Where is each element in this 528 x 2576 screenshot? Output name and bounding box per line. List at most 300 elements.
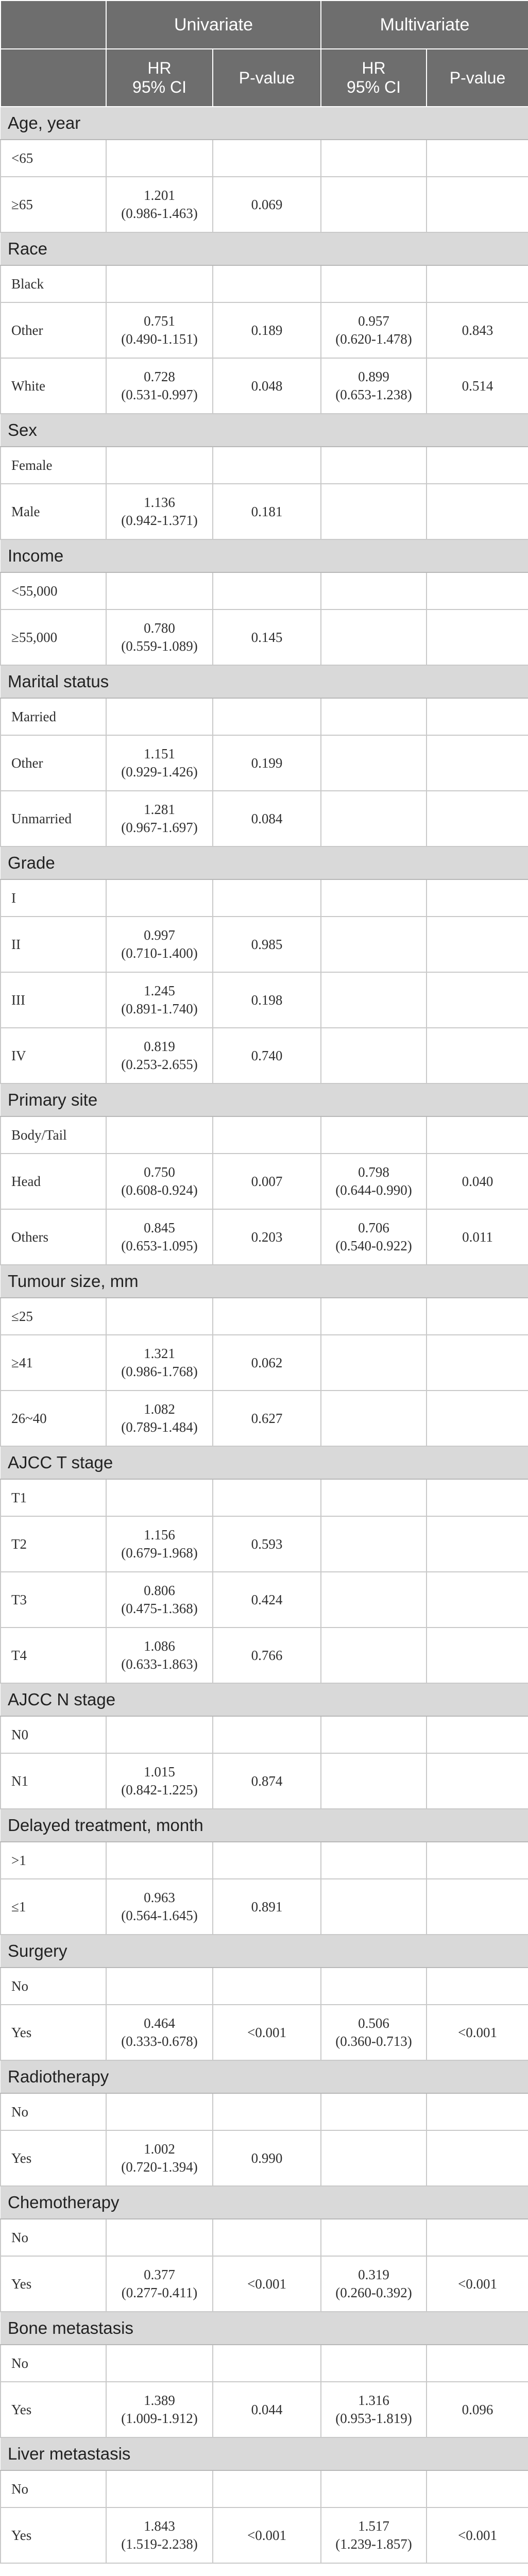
uni-hr-cell — [106, 2345, 213, 2382]
uni-p-cell: 0.740 — [213, 1028, 321, 1083]
multi-hr-cell — [321, 1335, 427, 1391]
hr-value: 1.156 — [144, 1527, 175, 1543]
table-row — [1, 879, 528, 917]
uni-hr-cell — [106, 1209, 213, 1265]
ci-value: (0.360-0.713) — [335, 2033, 412, 2049]
hr-value: 1.002 — [144, 2141, 175, 2157]
multi-hr-cell — [321, 140, 427, 177]
multi-p-cell — [427, 1335, 528, 1391]
group-row — [1, 665, 528, 698]
uni-hr-cell — [106, 1116, 213, 1154]
ci-value: (0.929-1.426) — [121, 764, 198, 779]
table-row — [1, 1572, 528, 1628]
multi-p-cell — [427, 698, 528, 735]
table-row — [1, 177, 528, 232]
level-label: Others — [1, 1209, 106, 1265]
ci-value: (0.986-1.463) — [121, 206, 198, 221]
ci-value: (0.260-0.392) — [335, 2285, 412, 2300]
uni-hr-cell — [106, 1479, 213, 1516]
uni-p-cell: 0.985 — [213, 917, 321, 972]
multi-hr-cell — [321, 2382, 427, 2437]
multi-p-cell — [427, 2345, 528, 2382]
uni-p-cell — [213, 2345, 321, 2382]
table-row — [1, 1879, 528, 1935]
ci-value: (0.564-1.645) — [121, 1908, 198, 1923]
hr-value: 1.015 — [144, 1764, 175, 1780]
multi-p-cell — [427, 2093, 528, 2130]
multi-hr-cell — [321, 358, 427, 414]
level-label: Other — [1, 735, 106, 791]
ci-value: (0.720-1.394) — [121, 2159, 198, 2175]
multi-hr-cell — [321, 735, 427, 791]
multi-hr-cell — [321, 1209, 427, 1265]
group-title: Delayed treatment, month — [1, 1809, 528, 1842]
multi-hr-cell — [321, 1154, 427, 1209]
multi-hr-cell — [321, 1879, 427, 1935]
hr-value: 1.316 — [358, 2393, 389, 2409]
uni-p-cell: 0.990 — [213, 2130, 321, 2186]
table-row — [1, 572, 528, 609]
hr-value: 1.843 — [144, 2518, 175, 2534]
uni-hr-cell — [106, 1968, 213, 2005]
multi-hr-cell — [321, 2470, 427, 2507]
uni-p-cell: 0.048 — [213, 358, 321, 414]
level-label: Married — [1, 698, 106, 735]
table-row — [1, 1968, 528, 2005]
uni-hr-cell — [106, 1298, 213, 1335]
hr-value: 1.517 — [358, 2518, 389, 2534]
hr-value: 0.806 — [144, 1583, 175, 1599]
table-row — [1, 1028, 528, 1083]
ci-value: (0.608-0.924) — [121, 1182, 198, 1198]
uni-p-cell — [213, 1298, 321, 1335]
table-row — [1, 447, 528, 484]
ci-value: (0.559-1.089) — [121, 638, 198, 654]
uni-hr-cell — [106, 572, 213, 609]
multi-p-cell — [427, 1842, 528, 1879]
level-label: N0 — [1, 1716, 106, 1753]
ci-value: (0.891-1.740) — [121, 1001, 198, 1016]
multi-p-cell — [427, 972, 528, 1028]
uni-hr-cell — [106, 1516, 213, 1572]
hr-value: 0.963 — [144, 1890, 175, 1906]
uni-hr-cell — [106, 484, 213, 539]
table-row — [1, 1209, 528, 1265]
table-row — [1, 302, 528, 358]
level-label: N1 — [1, 1753, 106, 1809]
multi-hr-cell — [321, 2130, 427, 2186]
hr-value: 1.136 — [144, 495, 175, 511]
group-title: Tumour size, mm — [1, 1265, 528, 1298]
hr-value: 0.750 — [144, 1164, 175, 1180]
group-row — [1, 2312, 528, 2345]
multi-p-cell — [427, 879, 528, 917]
level-label: Head — [1, 1154, 106, 1209]
table-row — [1, 735, 528, 791]
multi-hr-cell — [321, 447, 427, 484]
uni-hr-cell — [106, 1028, 213, 1083]
level-label: T1 — [1, 1479, 106, 1516]
hr-value: 0.845 — [144, 1220, 175, 1236]
level-label: Male — [1, 484, 106, 539]
group-row — [1, 846, 528, 879]
multi-p-cell — [427, 917, 528, 972]
uni-hr-cell — [106, 1716, 213, 1753]
multi-p-cell — [427, 1028, 528, 1083]
uni-hr-cell — [106, 2005, 213, 2060]
multi-p-cell — [427, 1716, 528, 1753]
multi-p-cell — [427, 609, 528, 665]
uni-p-cell — [213, 2470, 321, 2507]
uni-p-cell: 0.062 — [213, 1335, 321, 1391]
multi-p-cell — [427, 447, 528, 484]
uni-hr-cell — [106, 2130, 213, 2186]
ci-value: (0.710-1.400) — [121, 945, 198, 961]
hr-value: 1.082 — [144, 1401, 175, 1417]
level-label: Female — [1, 447, 106, 484]
group-row — [1, 539, 528, 572]
hr-value: 0.819 — [144, 1039, 175, 1055]
level-label: ≥55,000 — [1, 609, 106, 665]
uni-p-cell: <0.001 — [213, 2256, 321, 2312]
uni-hr-cell — [106, 2256, 213, 2312]
hr-value: 0.706 — [358, 1220, 389, 1236]
group-row — [1, 1083, 528, 1116]
table-row — [1, 1842, 528, 1879]
level-label: No — [1, 2470, 106, 2507]
level-label: Unmarried — [1, 791, 106, 846]
multi-hr-cell — [321, 791, 427, 846]
table-row — [1, 1391, 528, 1446]
uni-hr-cell — [106, 1572, 213, 1628]
multi-p-cell — [427, 1572, 528, 1628]
table-row — [1, 140, 528, 177]
ci-value: (0.679-1.968) — [121, 1545, 198, 1561]
uni-p-cell: 0.189 — [213, 302, 321, 358]
uni-p-cell: 0.007 — [213, 1154, 321, 1209]
ci-value: (0.620-1.478) — [335, 331, 412, 347]
uni-p-cell — [213, 1716, 321, 1753]
table-row — [1, 1154, 528, 1209]
uni-hr-cell — [106, 302, 213, 358]
group-row — [1, 232, 528, 265]
multi-p-cell: 0.096 — [427, 2382, 528, 2437]
level-label: Body/Tail — [1, 1116, 106, 1154]
multi-p-cell: 0.514 — [427, 358, 528, 414]
multi-hr-cell — [321, 917, 427, 972]
group-row — [1, 414, 528, 447]
table-row — [1, 1753, 528, 1809]
group-title: Income — [1, 539, 528, 572]
multi-hr-cell — [321, 302, 427, 358]
group-title: Liver metastasis — [1, 2437, 528, 2470]
multi-p-cell — [427, 2219, 528, 2256]
uni-hr-cell — [106, 2470, 213, 2507]
uni-p-header: P-value — [213, 49, 321, 107]
hr-value: 0.798 — [358, 1164, 389, 1180]
hr-value: 0.464 — [144, 2015, 175, 2031]
multi-p-cell: 0.843 — [427, 302, 528, 358]
uni-p-cell — [213, 1968, 321, 2005]
ci-value: (0.633-1.863) — [121, 1656, 198, 1672]
table-row — [1, 917, 528, 972]
multi-p-cell: 0.011 — [427, 1209, 528, 1265]
group-row — [1, 1683, 528, 1716]
multi-hr-cell — [321, 1028, 427, 1083]
uni-hr-cell — [106, 1628, 213, 1683]
uni-hr-cell — [106, 1154, 213, 1209]
group-title: Surgery — [1, 1935, 528, 1968]
multi-p-cell — [427, 1298, 528, 1335]
ci-value: (0.531-0.997) — [121, 387, 198, 402]
table-row — [1, 2130, 528, 2186]
header-blank-cell — [1, 1, 106, 49]
group-row — [1, 2060, 528, 2093]
level-label: >1 — [1, 1842, 106, 1879]
group-row — [1, 1265, 528, 1298]
uni-p-cell — [213, 140, 321, 177]
table-row — [1, 2507, 528, 2563]
multi-hr-cell — [321, 972, 427, 1028]
hr-value: 0.997 — [144, 927, 175, 943]
multi-hr-cell — [321, 1572, 427, 1628]
uni-hr-cell — [106, 1879, 213, 1935]
hr-value: 0.780 — [144, 620, 175, 636]
uni-p-cell: 0.424 — [213, 1572, 321, 1628]
uni-hr-cell — [106, 879, 213, 917]
multi-p-cell — [427, 1516, 528, 1572]
level-label: ≥65 — [1, 177, 106, 232]
multi-hr-cell — [321, 1842, 427, 1879]
ci-label: 95% CI — [132, 78, 186, 96]
level-label: Yes — [1, 2130, 106, 2186]
level-label: No — [1, 2219, 106, 2256]
multi-hr-cell — [321, 2219, 427, 2256]
ci-value: (0.653-1.238) — [335, 387, 412, 402]
uni-p-cell — [213, 2093, 321, 2130]
table-row — [1, 1516, 528, 1572]
multi-p-cell — [427, 1753, 528, 1809]
level-label: T3 — [1, 1572, 106, 1628]
hr-value: 0.506 — [358, 2015, 389, 2031]
uni-hr-cell — [106, 2382, 213, 2437]
level-label: No — [1, 2093, 106, 2130]
table-row — [1, 1298, 528, 1335]
multi-hr-cell — [321, 2005, 427, 2060]
uni-p-cell: 0.891 — [213, 1879, 321, 1935]
multi-p-cell — [427, 791, 528, 846]
table-row — [1, 1716, 528, 1753]
multi-hr-header — [321, 49, 427, 107]
table-header — [1, 1, 528, 107]
multi-hr-cell — [321, 2256, 427, 2312]
hr-value: 0.319 — [358, 2267, 389, 2283]
ci-value: (0.333-0.678) — [121, 2033, 198, 2049]
multi-p-cell — [427, 2130, 528, 2186]
level-label: ≤25 — [1, 1298, 106, 1335]
table-row — [1, 2345, 528, 2382]
level-label: No — [1, 2345, 106, 2382]
uni-p-cell: 0.084 — [213, 791, 321, 846]
uni-p-cell — [213, 1479, 321, 1516]
table-row — [1, 1628, 528, 1683]
multivariate-header: Multivariate — [321, 1, 528, 49]
multi-p-cell: <0.001 — [427, 2256, 528, 2312]
multi-p-cell: <0.001 — [427, 2507, 528, 2563]
ci-value: (0.967-1.697) — [121, 820, 198, 835]
multi-hr-cell — [321, 609, 427, 665]
uni-p-cell: 0.044 — [213, 2382, 321, 2437]
uni-hr-cell — [106, 2219, 213, 2256]
ci-value: (0.644-0.990) — [335, 1182, 412, 1198]
level-label: I — [1, 879, 106, 917]
uni-hr-cell — [106, 917, 213, 972]
group-title: Primary site — [1, 1083, 528, 1116]
group-title: Grade — [1, 846, 528, 879]
group-title: Marital status — [1, 665, 528, 698]
table-row — [1, 2005, 528, 2060]
uni-p-cell: 0.145 — [213, 609, 321, 665]
level-label: Yes — [1, 2382, 106, 2437]
header-row-sub — [1, 49, 528, 107]
group-row — [1, 1809, 528, 1842]
uni-hr-cell — [106, 698, 213, 735]
level-label: <55,000 — [1, 572, 106, 609]
uni-hr-cell — [106, 1842, 213, 1879]
level-label: Yes — [1, 2507, 106, 2563]
multi-p-cell — [427, 1391, 528, 1446]
ci-value: (0.953-1.819) — [335, 2411, 412, 2426]
header-row-top — [1, 1, 528, 49]
uni-p-cell: <0.001 — [213, 2005, 321, 2060]
multi-p-cell — [427, 2470, 528, 2507]
uni-p-cell: 0.593 — [213, 1516, 321, 1572]
univariate-header: Univariate — [106, 1, 321, 49]
level-label: T4 — [1, 1628, 106, 1683]
group-title: Chemotherapy — [1, 2186, 528, 2219]
hr-value: 0.728 — [144, 369, 175, 385]
level-label: T2 — [1, 1516, 106, 1572]
uni-hr-cell — [106, 140, 213, 177]
ci-value: (0.842-1.225) — [121, 1782, 198, 1798]
multi-p-cell — [427, 177, 528, 232]
group-title: Bone metastasis — [1, 2312, 528, 2345]
uni-hr-cell — [106, 972, 213, 1028]
ci-value: (1.239-1.857) — [335, 2536, 412, 2552]
ci-value: (1.519-2.238) — [121, 2536, 198, 2552]
multi-hr-cell — [321, 879, 427, 917]
multi-p-cell: <0.001 — [427, 2005, 528, 2060]
multi-hr-cell — [321, 1628, 427, 1683]
uni-p-cell — [213, 1842, 321, 1879]
hr-value: 1.245 — [144, 983, 175, 999]
uni-hr-header — [106, 49, 213, 107]
level-label: No — [1, 1968, 106, 2005]
multi-p-cell — [427, 1968, 528, 2005]
group-title: Sex — [1, 414, 528, 447]
table-row — [1, 609, 528, 665]
ci-value: (1.009-1.912) — [121, 2411, 198, 2426]
level-label: Black — [1, 265, 106, 302]
hr-value: 1.281 — [144, 802, 175, 818]
table-row — [1, 972, 528, 1028]
hr-value: 1.086 — [144, 1638, 175, 1654]
group-title: Race — [1, 232, 528, 265]
hr-label: HR — [362, 59, 386, 78]
hr-value: 0.751 — [144, 313, 175, 329]
multi-hr-cell — [321, 1968, 427, 2005]
multi-hr-cell — [321, 484, 427, 539]
uni-p-cell: 0.203 — [213, 1209, 321, 1265]
level-label: Other — [1, 302, 106, 358]
uni-hr-cell — [106, 447, 213, 484]
uni-hr-cell — [106, 2507, 213, 2563]
uni-p-cell — [213, 572, 321, 609]
table-row — [1, 1335, 528, 1391]
level-label: Yes — [1, 2005, 106, 2060]
uni-p-cell: 0.627 — [213, 1391, 321, 1446]
table-row — [1, 1116, 528, 1154]
uni-hr-cell — [106, 1391, 213, 1446]
uni-p-cell — [213, 2219, 321, 2256]
multi-hr-cell — [321, 2093, 427, 2130]
ci-value: (0.475-1.368) — [121, 1601, 198, 1616]
multi-p-cell: 0.040 — [427, 1154, 528, 1209]
group-row — [1, 1935, 528, 1968]
multi-hr-cell — [321, 177, 427, 232]
multi-p-cell — [427, 1628, 528, 1683]
hr-value: 0.899 — [358, 369, 389, 385]
level-label: IV — [1, 1028, 106, 1083]
uni-p-cell — [213, 265, 321, 302]
multi-p-header: P-value — [427, 49, 528, 107]
level-label: ≤1 — [1, 1879, 106, 1935]
multi-p-cell — [427, 265, 528, 302]
uni-p-cell — [213, 1116, 321, 1154]
level-label: 26~40 — [1, 1391, 106, 1446]
table-row — [1, 2219, 528, 2256]
uni-p-cell — [213, 447, 321, 484]
uni-hr-cell — [106, 265, 213, 302]
uni-p-cell: <0.001 — [213, 2507, 321, 2563]
uni-p-cell: 0.181 — [213, 484, 321, 539]
ci-value: (0.942-1.371) — [121, 513, 198, 528]
multi-hr-cell — [321, 265, 427, 302]
multi-hr-cell — [321, 1516, 427, 1572]
group-row — [1, 1446, 528, 1479]
group-title: Radiotherapy — [1, 2060, 528, 2093]
multi-p-cell — [427, 1116, 528, 1154]
ci-label: 95% CI — [347, 78, 401, 96]
group-title: Age, year — [1, 107, 528, 140]
table-row — [1, 2093, 528, 2130]
multi-hr-cell — [321, 1716, 427, 1753]
table-row — [1, 265, 528, 302]
multi-p-cell — [427, 1479, 528, 1516]
table-row — [1, 484, 528, 539]
multi-p-cell — [427, 735, 528, 791]
uni-p-cell — [213, 879, 321, 917]
multi-p-cell — [427, 484, 528, 539]
uni-p-cell: 0.766 — [213, 1628, 321, 1683]
multi-hr-cell — [321, 572, 427, 609]
multi-p-cell — [427, 140, 528, 177]
uni-hr-cell — [106, 177, 213, 232]
uni-p-cell: 0.874 — [213, 1753, 321, 1809]
ci-value: (0.653-1.095) — [121, 1238, 198, 1253]
multi-hr-cell — [321, 1753, 427, 1809]
hr-value: 1.321 — [144, 1346, 175, 1362]
